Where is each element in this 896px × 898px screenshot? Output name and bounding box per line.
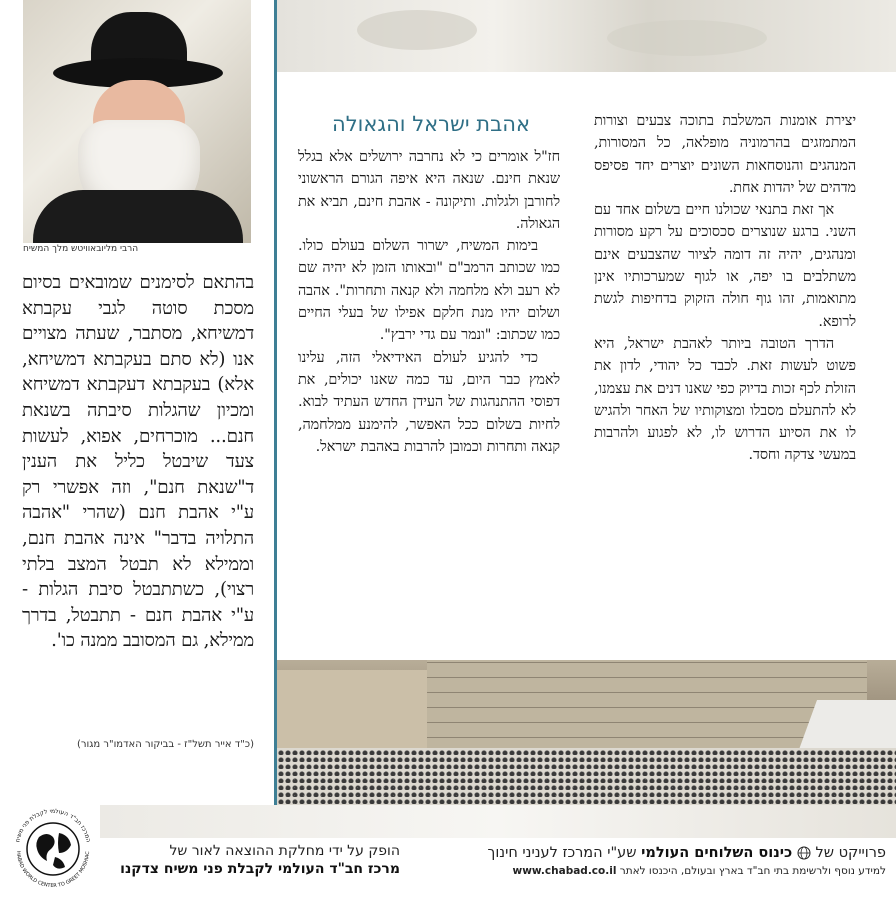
footer-publisher-line1: הופק על ידי מחלקת ההוצאה לאור של <box>169 843 400 859</box>
paragraph: כדי להגיע לעולם האידיאלי הזה, עלינו לאמץ כבר היום, עד כמה שאנו יכולים, את דפוסי ההתנהגות של העידן החדש העתיד לבוא. לחיות בשלום ככל האפשר, להימנע ממלחמה, קנאה ותחרות וכמובן להרבות באהבת ישראל. <box>298 349 560 455</box>
sidebar-source: (כ"ד אייר תשל"ז - בביקור האדמו"ר מגור) <box>76 739 254 750</box>
footer-publisher-line2: מרכז חב"ד העולמי לקבלת פני משיח צדקנו <box>120 861 400 877</box>
paragraph: חז"ל אומרים כי לא נחרבה ירושלים אלא בגלל שנאת חינם. שנאה היא איפה הגורם הראשוני לחורבן ולגלות. ותיקונה - אהבת חינם, תביא את הגאולה. <box>298 149 560 232</box>
footer-publisher <box>108 843 400 877</box>
website-link[interactable]: www.chabad.co.il <box>512 865 617 877</box>
rebbe-portrait <box>23 0 251 243</box>
logo-text-english: HABAD WORLD CENTER TO GREET MOSHIAC <box>14 850 92 890</box>
western-wall-photo <box>277 660 896 805</box>
globe-emblem-icon <box>797 846 811 860</box>
footer-project <box>420 845 886 877</box>
paragraph: אך זאת בתנאי שכולנו חיים בשלום אחד עם השני. ברגע שנוצרים סכסוכים על רקע מסורות ומנהגים, יהיה זה דומה לציור שהצבעים אינם משתלבים בו יפה, או לגוף שמערכותיו אינן מתואמות, זהו גוף חולה הזקוק בדחיפות לגשת לרופא. <box>594 202 856 330</box>
article-column-left <box>298 146 560 458</box>
footer-project-suffix: שע"י המרכז לעניני חינוך <box>487 845 637 861</box>
logo-text-hebrew: המרכז חב"ד העולמי לקבלת פני משיח <box>14 807 92 843</box>
top-decorative-band <box>277 0 896 72</box>
left-sidebar <box>0 0 274 805</box>
article-column-right <box>594 110 856 467</box>
portrait-caption: הרבי מליובאוויטש מלך המשיח <box>23 244 139 254</box>
paragraph: יצירת אומנות המשלבת בתוכה צבעים וצורות המתמזגים בהרמוניה מופלאה, כל המסורות, המנהגים והנוסחאות השונים יוצרים יחד פסיפס מדהים של יהדות אחת. <box>594 113 856 196</box>
footer-info-text: למידע נוסף ולרשימת בתי חב"ד בארץ ובעולם, היכנסו לאתר <box>619 865 886 877</box>
footer-project-name: כינוס השלוחים העולמי <box>641 845 793 861</box>
article-title: אהבת ישראל והגאולה <box>332 112 530 136</box>
paragraph: הדרך הטובה ביותר לאהבת ישראל, היא פשוט לעשות זאת. לכבד כל יהודי, לדון את הזולת לכף זכות בדיוק כפי שאנו דנים את עצמנו, לא להתעלם מסבלו ומצוקותיו של האחר ולהגיש לו את הסיוע הדרוש לו, לא לפגוע ולהרבות במעשי צדקה וחסד. <box>594 335 856 464</box>
footer-project-prefix: פרוייקט של <box>815 845 886 861</box>
sidebar-quote: בהתאם לסימנים שמובאים בסיום מסכת סוטה לגבי עקבתא דמשיחא, מסתבר, שעתה מצויים אנו (לא סתם בעקבתא דמשיחא, אלא) בעקבתא דעקבתא דמשיחא ומכיון שהגלות סיבתה בשנאת חנם... מוכרחים, אפוא, לעשות צעד שיבטל כליל את הענין ד"שנאת חנם", וזה אפשרי רק ע"י אהבת חנם (שהרי "אהבה התלויה בדבר" אינה אהבת חנם, וממילא לא תבטל המצב בלתי רצוי), כשתתבטל סיבת הגלות - ע"י אהבת חנם - תתבטל, בדרך ממילא, גם המסובב ממנה כו'. <box>22 272 254 652</box>
paragraph: בימות המשיח, ישרור השלום בעולם כולו. כמו שכותב הרמב"ם "ובאותו הזמן לא יהיה שם לא רעב ולא מלחמה ולא קנאה ותחרות". אהבה ושלום יהיו מנת חלקם אפילו של בעלי החיים כמו שכתוב: "ונמר עם גדי ירבץ". <box>298 238 560 344</box>
chabad-world-center-logo <box>9 795 97 891</box>
